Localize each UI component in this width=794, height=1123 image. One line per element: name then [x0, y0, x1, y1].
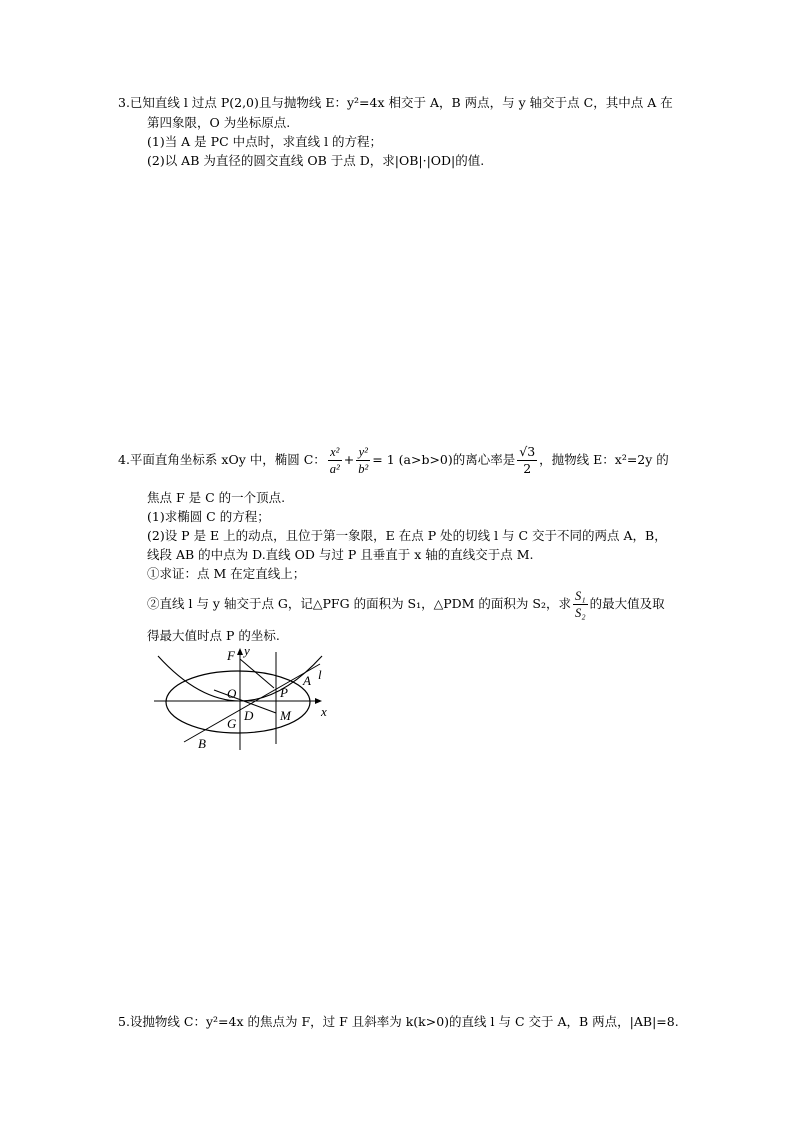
q4-suffix: ，抛物线 E：x²=2y 的: [539, 452, 669, 467]
eccentricity-numerator: √3: [519, 444, 536, 459]
q4-subpart-2: [147, 588, 665, 621]
ellipse-y-numerator: y²: [356, 444, 370, 461]
ellipse-curve: [166, 671, 310, 733]
label-o: O: [227, 686, 237, 701]
q4-line-1: [118, 444, 669, 477]
q5-line-1: 5.设抛物线 C：y²=4x 的焦点为 F，过 F 且斜率为 k(k>0)的直线 l 与 C 交于 A，B 两点，|AB|=8.: [118, 1014, 679, 1029]
q3-part-1: (1)当 A 是 PC 中点时，求直线 l 的方程；: [147, 134, 383, 149]
label-p: P: [280, 685, 288, 700]
q3-part-2: (2)以 AB 为直径的圆交直线 OB 于点 D，求|OB|·|OD|的值.: [147, 153, 485, 168]
q4-line-2: 焦点 F 是 C 的一个顶点.: [147, 490, 286, 505]
label-x: x: [321, 704, 327, 719]
q4-part-1: (1)求椭圆 C 的方程；: [147, 509, 270, 524]
eccentricity-fraction: [517, 444, 537, 477]
label-d: D: [244, 708, 254, 723]
area-ratio-fraction: [573, 588, 588, 621]
q3-line-2: 第四象限，O 为坐标原点.: [147, 115, 291, 130]
y-axis-arrow: [237, 648, 243, 655]
ellipse-parabola-figure: [152, 646, 337, 754]
area-ratio-numerator: S₁: [574, 589, 586, 603]
q4-prefix: 4.平面直角坐标系 xOy 中，椭圆 C：: [118, 452, 326, 467]
ellipse-y-term: [356, 444, 370, 477]
label-a: A: [303, 673, 311, 688]
ellipse-y-denominator: b²: [358, 462, 369, 476]
label-b: B: [198, 736, 206, 751]
q4-line-8: 得最大值时点 P 的坐标.: [147, 628, 280, 643]
q4-subpart-1: ①求证：点 M 在定直线上；: [147, 566, 306, 581]
q4-line7-suffix: 的最大值及取: [589, 596, 665, 611]
label-m: M: [280, 708, 291, 723]
ellipse-x-numerator: x²: [328, 444, 342, 461]
ellipse-equals: = 1 (a>b>0)的离心率是: [372, 452, 516, 467]
label-l: l: [318, 667, 322, 682]
label-f: F: [227, 648, 235, 663]
plus-sign: +: [343, 452, 355, 467]
ellipse-x-term: [328, 444, 342, 477]
tangent-line-l: [184, 664, 320, 742]
q3-line-1: 3.已知直线 l 过点 P(2,0)且与抛物线 E：y²=4x 相交于 A，B 两点，与 y 轴交于点 C，其中点 A 在: [118, 95, 673, 110]
area-ratio-denominator: S₂: [574, 606, 586, 620]
q4-part-2: (2)设 P 是 E 上的动点，且位于第一象限，E 在点 P 处的切线 l 与 C 交于不同的两点 A，B，: [147, 528, 667, 543]
q4-line-5: 线段 AB 的中点为 D.直线 OD 与过 P 且垂直于 x 轴的直线交于点 M.: [147, 547, 534, 562]
eccentricity-denominator: 2: [523, 461, 532, 476]
ellipse-x-denominator: a²: [329, 462, 340, 476]
label-y: y: [244, 646, 250, 658]
label-g: G: [227, 716, 237, 731]
q4-line7-prefix: ②直线 l 与 y 轴交于点 G，记△PFG 的面积为 S₁，△PDM 的面积为 S₂，求: [147, 596, 571, 611]
